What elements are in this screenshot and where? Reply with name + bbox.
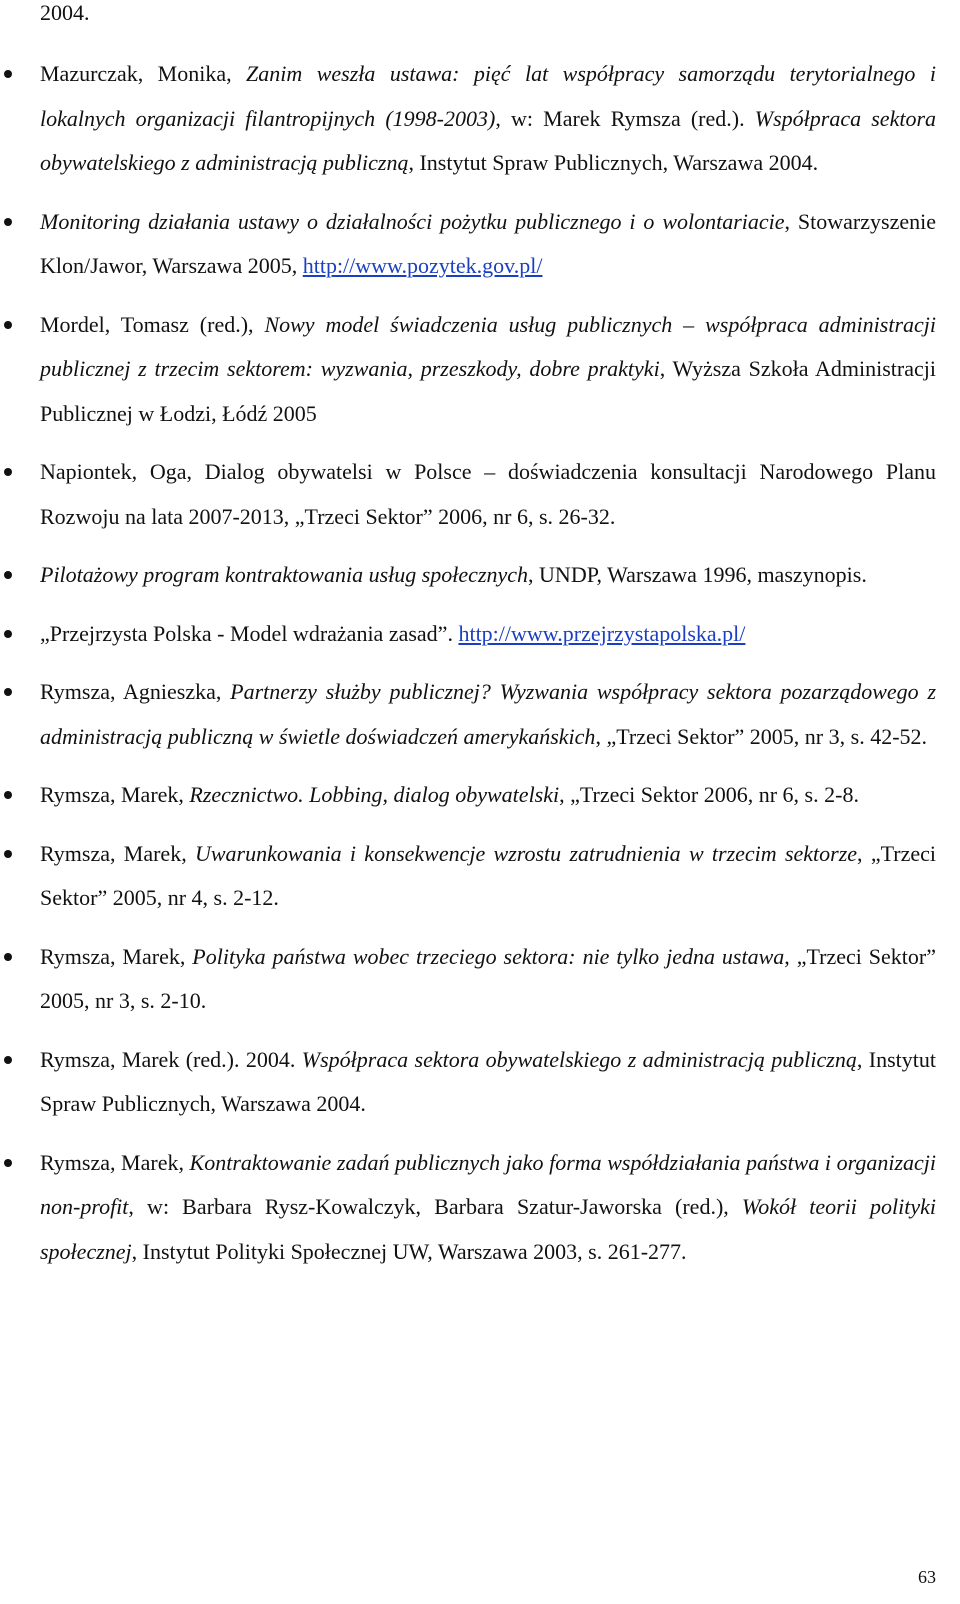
title-text: Współpraca sektora obywatelskiego z administracją publiczną	[40, 105, 937, 175]
title-text: Zanim weszła ustawa: pięć lat współpracy samorządu terytorialnego i lokalnych organizacji filantropijnych (1998-2003)	[40, 61, 936, 131]
title-text: Pilotażowy program kontraktowania usług społecznych	[40, 562, 529, 587]
citation-text: , „Trzeci Sektor” 2005, nr 4, s. 2-12.	[40, 840, 936, 910]
bullet-icon	[4, 1056, 12, 1064]
entry-text	[40, 312, 936, 426]
bibliography-entry	[0, 773, 936, 818]
title-text: Partnerzy służby publicznej? Wyzwania współpracy sektora pozarządowego z administracją publiczną w świetle doświadczeń amerykańskich	[40, 679, 937, 749]
citation-text: Rymsza, Marek (red.). 2004.	[40, 1046, 302, 1072]
entry-text	[40, 1150, 936, 1264]
citation-text: „Przejrzysta Polska - Model wdrażania zasad”.	[40, 620, 459, 646]
page-number: 63	[918, 1567, 936, 1587]
title-text: Monitoring działania ustawy o działalności pożytku publicznego i o wolontariacie	[40, 208, 785, 234]
bibliography-entry	[0, 553, 936, 598]
citation-text: , Wyższa Szkoła Administracji Publicznej w Łodzi, Łódź 2005	[40, 356, 936, 426]
bibliography-entry	[0, 200, 936, 289]
title-text: Polityka państwa wobec trzeciego sektora: nie tylko jedna ustawa	[192, 943, 785, 969]
citation-text: , „Trzeci Sektor 2006, nr 6, s. 2-8.	[559, 782, 859, 807]
citation-text: , Instytut Spraw Publicznych, Warszawa 2004.	[408, 150, 819, 175]
citation-text: Mordel, Tomasz (red.),	[40, 311, 265, 337]
citation-text: Rymsza, Agnieszka,	[40, 679, 231, 704]
citation-text: , Instytut Spraw Publicznych, Warszawa 2004.	[40, 1046, 937, 1116]
title-text: Rzecznictwo. Lobbing, dialog obywatelski	[189, 782, 560, 807]
title-text: Wokół teorii polityki społecznej	[40, 1194, 936, 1264]
citation-text: Mazurczak, Monika,	[40, 61, 247, 86]
entry-text	[40, 459, 936, 529]
entry-text	[40, 562, 867, 587]
bullet-icon	[4, 571, 12, 579]
citation-text: , w: Marek Rymsza (red.).	[495, 105, 755, 131]
bullet-icon	[4, 791, 12, 799]
citation-text: , „Trzeci Sektor” 2005, nr 3, s. 42-52.	[595, 723, 928, 749]
bibliography-entry	[0, 612, 936, 657]
citation-text: Rymsza, Marek,	[40, 1149, 190, 1175]
citation-text: Rymsza, Marek,	[40, 943, 193, 969]
citation-text: Rymsza, Marek,	[40, 840, 195, 866]
entry-text	[40, 1047, 936, 1117]
entry-text	[40, 782, 859, 807]
bullet-icon	[4, 70, 12, 78]
bullet-icon	[4, 953, 12, 961]
citation-text: Rymsza, Marek,	[40, 782, 190, 807]
title-text: Współpraca sektora obywatelskiego z administracją publiczną	[301, 1046, 857, 1072]
bullet-icon	[4, 850, 12, 858]
bullet-icon	[4, 688, 12, 696]
bullet-icon	[4, 321, 12, 329]
bibliography-list	[0, 52, 960, 1274]
bullet-icon	[4, 218, 12, 226]
continued-entry-fragment: 2004.	[40, 0, 90, 25]
bibliography-entry	[0, 1038, 936, 1127]
bibliography-entry	[0, 832, 936, 921]
bibliography-entry	[0, 303, 936, 437]
bullet-icon	[4, 468, 12, 476]
url-link[interactable]: http://www.przejrzystapolska.pl/	[458, 620, 746, 646]
bibliography-entry	[0, 52, 936, 186]
citation-text: , „Trzeci Sektor” 2005, nr 3, s. 2-10.	[40, 943, 936, 1013]
citation-text: , UNDP, Warszawa 1996, maszynopis.	[528, 562, 867, 587]
bullet-icon	[4, 1159, 12, 1167]
citation-text: , Instytut Polityki Społecznej UW, Warszawa 2003, s. 261-277.	[131, 1238, 687, 1264]
entry-text	[40, 679, 936, 749]
citation-text: , w: Barbara Rysz-Kowalczyk, Barbara Szatur-Jaworska (red.),	[128, 1194, 742, 1219]
entry-text	[40, 944, 936, 1014]
entry-text	[40, 209, 936, 279]
bibliography-entry	[0, 450, 936, 539]
entry-text	[40, 841, 936, 911]
title-text: Kontraktowanie zadań publicznych jako forma współdziałania państwa i organizacji non-profit	[40, 1149, 936, 1219]
title-text: Nowy model świadczenia usług publicznych – współpraca administracji publicznej z trzecim sektorem: wyzwania, przeszkody, dobre praktyki	[40, 311, 937, 381]
citation-text: , Stowarzyszenie Klon/Jawor, Warszawa 2005,	[40, 208, 936, 278]
title-text: Uwarunkowania i konsekwencje wzrostu zatrudnienia w trzecim sektorze	[194, 840, 858, 866]
entry-text	[40, 61, 936, 175]
bibliography-entry	[0, 935, 936, 1024]
bibliography-entry	[0, 670, 936, 759]
url-link[interactable]: http://www.pozytek.gov.pl/	[302, 253, 543, 278]
citation-text: Napiontek, Oga, Dialog obywatelsi w Polsce – doświadczenia konsultacji Narodowego Planu Rozwoju na lata 2007-2013, „Trzeci Sektor” 2006, nr 6, s. 26-32.	[40, 459, 936, 529]
entry-text	[40, 621, 745, 646]
bullet-icon	[4, 630, 12, 638]
bibliography-entry	[0, 1141, 936, 1275]
